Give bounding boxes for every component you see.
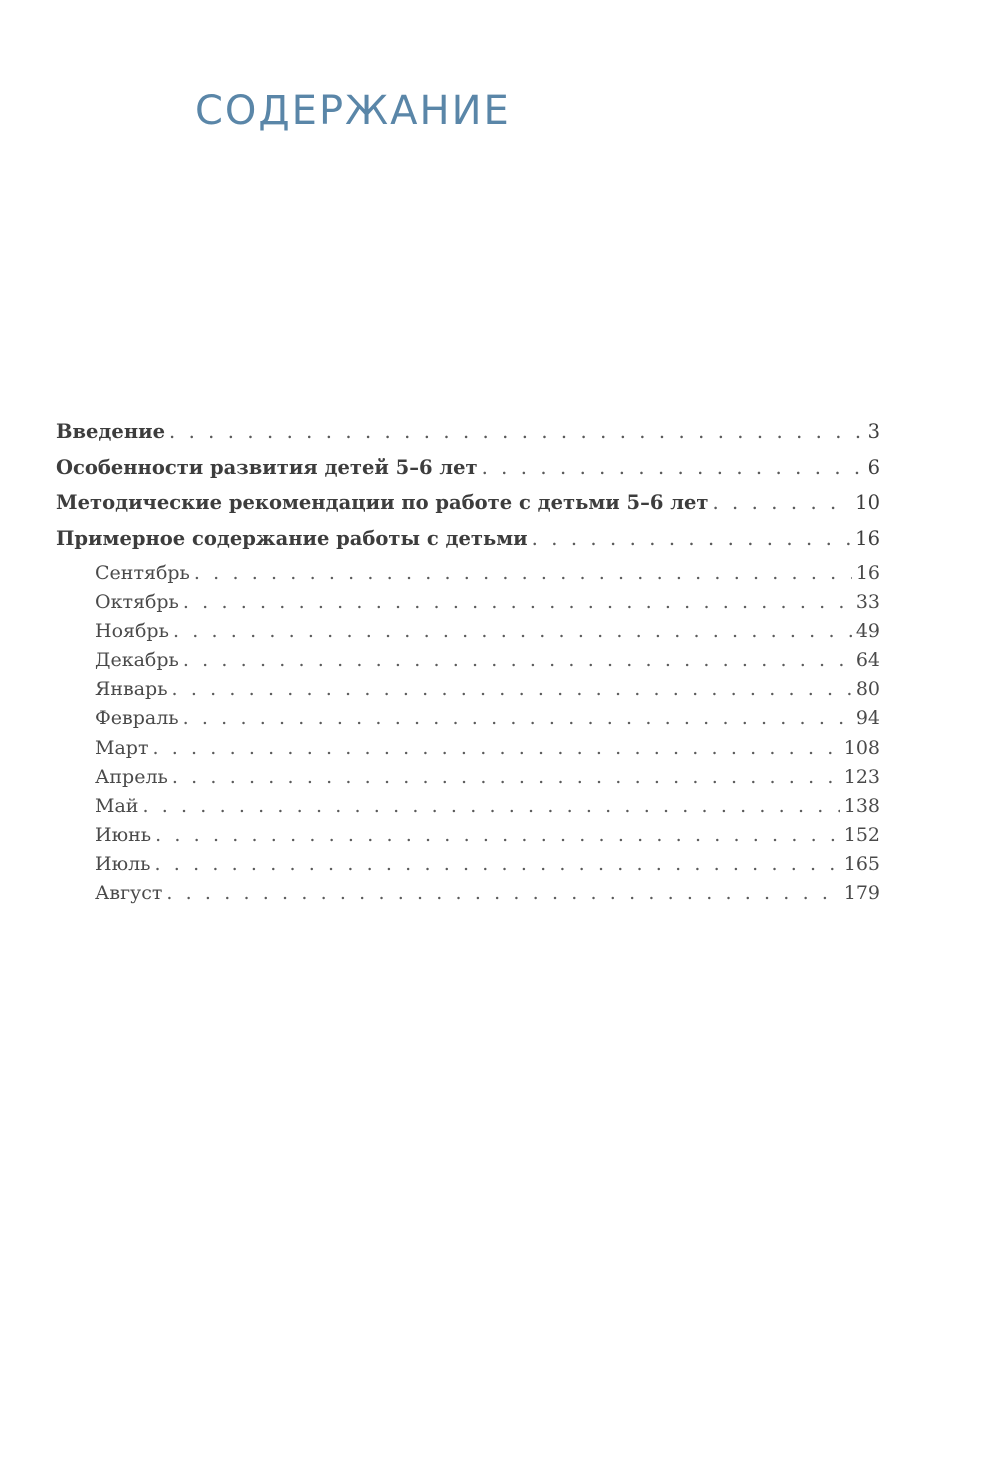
toc-page-number: 16: [855, 562, 880, 584]
toc-page-number: 64: [855, 649, 880, 672]
dot-leader: [172, 675, 852, 704]
toc-entry-july[interactable]: [56, 850, 880, 879]
toc-page-number: 108: [843, 736, 880, 759]
toc-page-number: 123: [843, 765, 880, 788]
toc-entry-label: Июнь: [95, 823, 152, 846]
toc-entry-label: Примерное содержание работы с детьми: [56, 526, 528, 550]
toc-page-number: 6: [867, 455, 880, 479]
toc-page-number: 179: [843, 882, 880, 905]
toc-entry-sample-content[interactable]: [56, 521, 880, 557]
toc-page-number: 3: [867, 420, 880, 443]
dot-leader: [155, 821, 840, 850]
toc-page-number: 94: [855, 707, 880, 730]
toc-entry-june[interactable]: [56, 821, 880, 850]
toc-entry-label: Март: [95, 736, 149, 759]
toc-entry-label: Введение: [56, 420, 165, 443]
toc-entry-april[interactable]: [56, 763, 880, 792]
dot-leader: [183, 588, 852, 617]
toc-entry-label: Ноябрь: [95, 620, 169, 643]
toc-page-number: 16: [855, 526, 880, 550]
toc-entry-february[interactable]: [56, 704, 880, 733]
dot-leader: [166, 879, 839, 908]
toc-entry-label: Февраль: [95, 707, 179, 730]
toc-entry-august[interactable]: [56, 879, 880, 908]
toc-entry-label: Май: [95, 794, 139, 817]
toc-entry-label: Август: [95, 882, 163, 905]
dot-leader: [194, 559, 852, 588]
toc-entry-label: Апрель: [95, 765, 168, 788]
toc-page-number: 80: [855, 678, 880, 701]
page-title: СОДЕРЖАНИЕ: [195, 88, 511, 134]
toc-entry-development-features[interactable]: [56, 450, 880, 486]
toc-page-number: 152: [843, 823, 880, 846]
toc-entry-march[interactable]: [56, 734, 880, 763]
dot-leader: [183, 704, 852, 733]
toc-entry-introduction[interactable]: [56, 414, 880, 450]
toc-entry-may[interactable]: [56, 792, 880, 821]
dot-leader: [152, 734, 839, 763]
toc-entry-label: Сентябрь: [95, 562, 190, 584]
toc-entry-methodical-recommendations[interactable]: [56, 485, 880, 521]
table-of-contents: [56, 414, 880, 908]
toc-page-number: 10: [855, 491, 880, 514]
dot-leader: [172, 763, 840, 792]
toc-entry-label: Декабрь: [95, 649, 179, 672]
toc-entry-label: Методические рекомендации по работе с детьми 5–6 лет: [56, 491, 709, 514]
toc-entry-october[interactable]: [56, 588, 880, 617]
dot-leader: [712, 485, 851, 521]
dot-leader: [173, 617, 852, 646]
toc-page-number: 165: [843, 852, 880, 875]
dot-leader: [169, 414, 864, 450]
toc-entry-label: Июль: [95, 852, 151, 875]
toc-entry-november[interactable]: [56, 617, 880, 646]
toc-entry-label: Январь: [95, 678, 168, 701]
toc-entry-label: Октябрь: [95, 591, 179, 614]
dot-leader: [532, 521, 852, 557]
dot-leader: [142, 792, 839, 821]
toc-page-number: 138: [843, 794, 880, 817]
toc-entry-label: Особенности развития детей 5–6 лет: [56, 455, 478, 479]
dot-leader: [482, 450, 864, 486]
toc-entry-january[interactable]: [56, 675, 880, 704]
dot-leader: [155, 850, 840, 879]
toc-entry-september[interactable]: [56, 559, 880, 588]
toc-page-number: 49: [855, 620, 880, 643]
dot-leader: [183, 646, 852, 675]
toc-page-number: 33: [855, 591, 880, 614]
toc-entry-december[interactable]: [56, 646, 880, 675]
